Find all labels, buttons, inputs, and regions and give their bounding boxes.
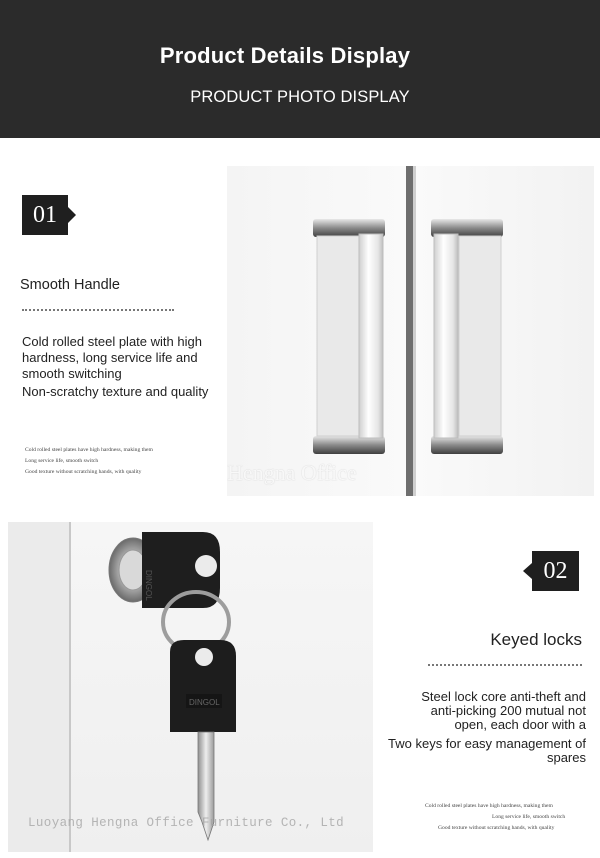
company-watermark: Luoyang Hengna Office Furniture Co., Ltd xyxy=(28,816,345,830)
section2-heading: Keyed locks xyxy=(490,630,582,649)
section2-paragraph2: Two keys for easy management of spares xyxy=(388,736,586,765)
handle-product-photo xyxy=(227,166,594,496)
section-number-badge-02: 02 xyxy=(532,551,579,591)
section1-fine-print-1: Cold rolled steel plates have high hardness, making them xyxy=(25,447,153,453)
section1-fine-print-2: Long service life, smooth switch xyxy=(25,458,99,464)
page-subtitle: PRODUCT PHOTO DISPLAY xyxy=(190,88,410,106)
section1-heading: Smooth Handle xyxy=(20,277,120,293)
section2-divider xyxy=(428,664,582,666)
lock-keys-illustration xyxy=(8,522,373,852)
lock-product-photo xyxy=(8,522,373,852)
section1-fine-print-3: Good texture without scratching hands, with quality xyxy=(25,469,142,475)
cabinet-handles-illustration xyxy=(227,166,594,496)
section1-paragraph2: Non-scratchy texture and quality xyxy=(22,384,209,399)
section2-fine-print-2: Long service life, smooth switch xyxy=(492,814,566,820)
key-brand-label: DINGOL xyxy=(189,698,220,707)
page-title: Product Details Display xyxy=(159,43,411,68)
section2-paragraph1: Steel lock core anti-theft and anti-picking 200 mutual not open, each door with a xyxy=(421,689,586,732)
key-brand-text: DINGOL xyxy=(144,570,153,601)
section-number-badge-01: 01 xyxy=(22,195,68,235)
badge-arrow-left-icon xyxy=(523,563,532,579)
section1-paragraph1: Cold rolled steel plate with high hardness, long service life and smooth switching xyxy=(22,334,202,381)
section2-fine-print-1: Cold rolled steel plates have high hardness, making them xyxy=(425,803,553,809)
section2-fine-print-3: Good texture without scratching hands, with quality xyxy=(438,825,555,831)
photo-watermark: Hengna Office xyxy=(227,460,357,485)
section1-divider xyxy=(22,309,174,311)
header-banner xyxy=(0,0,600,138)
badge-arrow-right-icon xyxy=(68,207,76,223)
